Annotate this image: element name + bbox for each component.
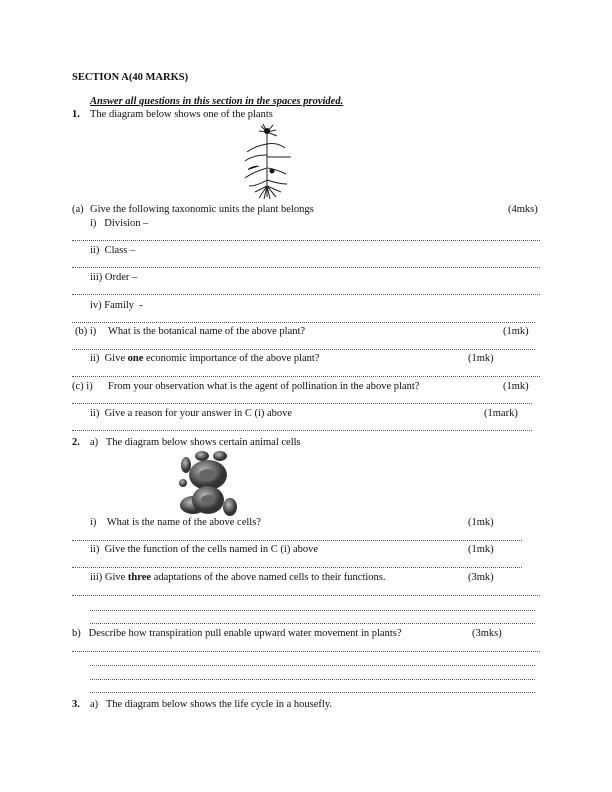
q1c-label: (c) i) <box>72 381 93 392</box>
q1b-label: (b) i) <box>75 326 97 337</box>
answer-line[interactable] <box>72 349 535 350</box>
q1a-text: Give the following taxonomic units the plant belongs <box>90 204 314 215</box>
answer-line[interactable] <box>72 403 532 404</box>
instruction: Answer all questions in this section in the spaces provided. <box>90 96 344 107</box>
section-title: SECTION A(40 MARKS) <box>72 72 189 83</box>
q1c-i: From your observation what is the agent of pollination in the above plant? <box>108 381 420 392</box>
answer-line[interactable] <box>90 610 535 611</box>
q3-number: 3. <box>72 699 80 710</box>
q1a-label: (a) <box>72 204 84 215</box>
answer-line[interactable] <box>72 294 540 295</box>
q1a-order: iii) Order – <box>90 272 138 283</box>
q1b-i: What is the botanical name of the above plant? <box>108 326 306 337</box>
q3-stem: a) The diagram below shows the life cycle in a housefly. <box>90 699 333 710</box>
red-blood-cells-diagram <box>178 450 242 518</box>
q1c-i-marks: (1mk) <box>503 381 529 392</box>
q2a-iii: iii) Give three adaptations of the above named cells to their functions. <box>90 572 386 583</box>
q1b-i-marks: (1mk) <box>503 326 529 337</box>
q2-stem: a) The diagram below shows certain animal cells <box>90 437 301 448</box>
answer-line[interactable] <box>72 567 522 568</box>
q2-number: 2. <box>72 437 80 448</box>
q1-number: 1. <box>72 109 80 120</box>
q1a-class: ii) Class – <box>90 245 136 256</box>
answer-line[interactable] <box>90 623 535 624</box>
q2a-ii: ii) Give the function of the cells named in C (i) above <box>90 544 319 555</box>
q2a-iii-marks: (3mk) <box>468 572 494 583</box>
q1-stem: The diagram below shows one of the plants <box>90 109 273 120</box>
answer-line[interactable] <box>90 665 535 666</box>
q1b-ii-marks: (1mk) <box>468 353 494 364</box>
answer-line[interactable] <box>72 651 540 652</box>
answer-line[interactable] <box>72 595 540 596</box>
answer-line[interactable] <box>90 692 535 693</box>
q1a-family: iv) Family - <box>90 300 143 311</box>
plant-diagram <box>240 122 296 200</box>
answer-line[interactable] <box>72 430 532 431</box>
answer-line[interactable] <box>72 376 540 377</box>
q2b-marks: (3mks) <box>472 628 502 639</box>
answer-line[interactable] <box>72 240 540 241</box>
q2a-ii-marks: (1mk) <box>468 544 494 555</box>
q1c-ii: ii) Give a reason for your answer in C (i) above <box>90 408 293 419</box>
q1b-ii: ii) Give one economic importance of the above plant? <box>90 353 320 364</box>
answer-line[interactable] <box>72 267 540 268</box>
q1a-division: i) Division – <box>90 218 149 229</box>
q2a-i-marks: (1mk) <box>468 517 494 528</box>
q2b: b) Describe how transpiration pull enable upward water movement in plants? <box>72 628 402 639</box>
answer-line[interactable] <box>90 679 535 680</box>
q1a-marks: (4mks) <box>508 204 538 215</box>
answer-line[interactable] <box>72 322 535 323</box>
answer-line[interactable] <box>72 540 522 541</box>
q2a-i: i) What is the name of the above cells? <box>90 517 261 528</box>
q1c-ii-marks: (1mark) <box>484 408 518 419</box>
